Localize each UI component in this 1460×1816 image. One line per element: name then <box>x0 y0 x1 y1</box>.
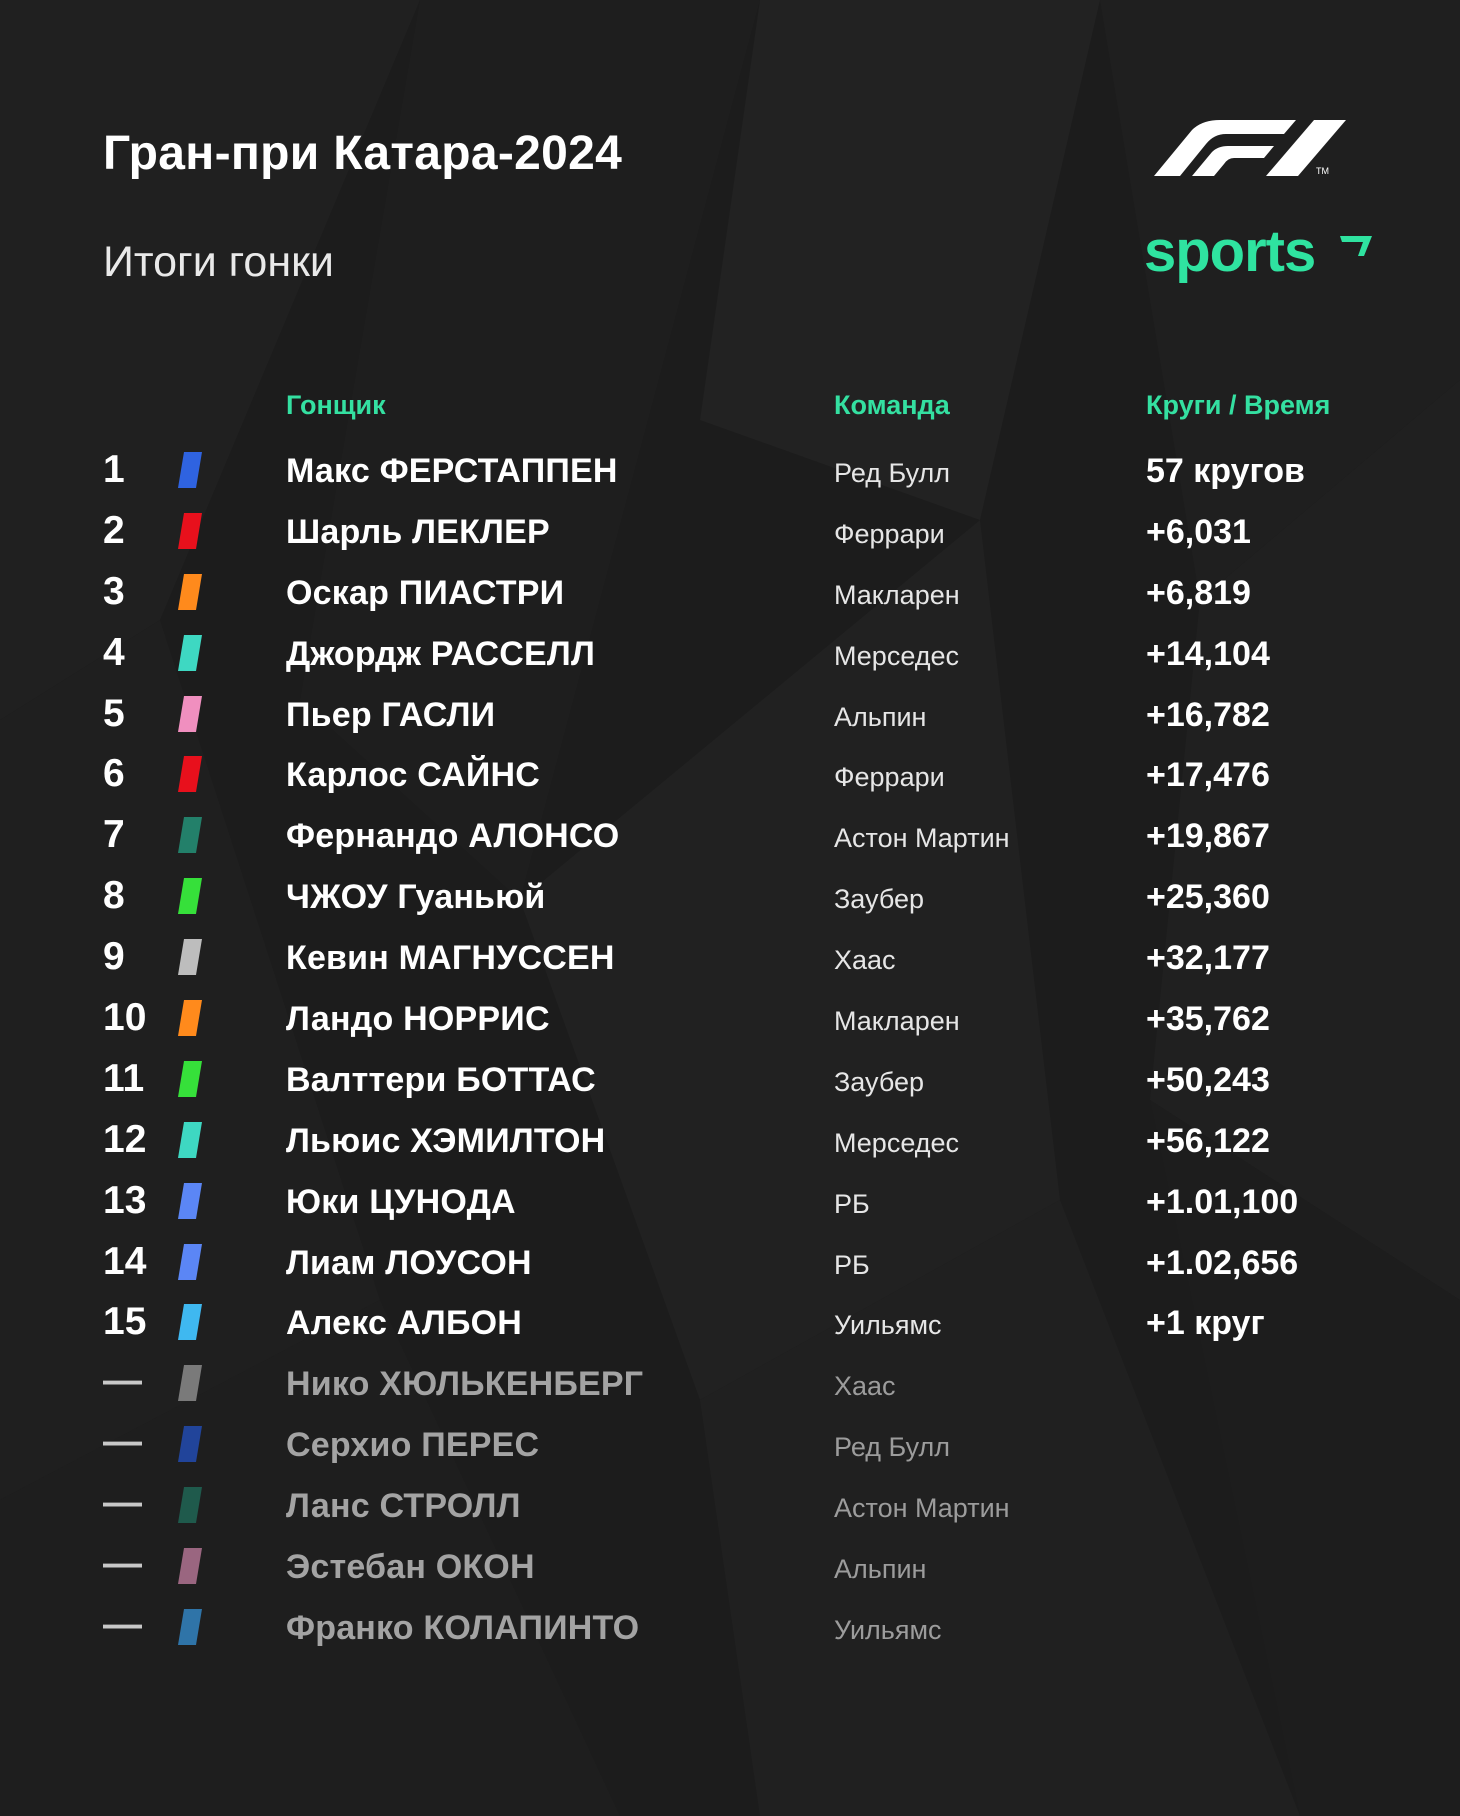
lap-time: 57 кругов <box>1146 452 1305 490</box>
position: 15 <box>103 1300 147 1344</box>
table-row <box>0 686 1460 747</box>
team-name: Хаас <box>834 945 896 976</box>
table-row <box>0 1416 1460 1477</box>
table-row <box>0 1234 1460 1295</box>
position: — <box>103 1420 142 1464</box>
position: — <box>103 1481 142 1525</box>
team-color-tag-icon <box>178 1304 202 1340</box>
position: 2 <box>103 508 125 552</box>
lap-time: +16,782 <box>1146 695 1270 734</box>
position: 10 <box>103 996 147 1040</box>
position: 11 <box>103 1056 145 1100</box>
team-color-tag-icon <box>178 1548 202 1584</box>
table-row <box>0 503 1460 564</box>
driver-name: Эстебан ОКОН <box>286 1548 535 1587</box>
lap-time: +35,762 <box>1146 1000 1270 1039</box>
team-name: Альпин <box>834 1554 927 1585</box>
lap-time: +1.01,100 <box>1146 1182 1299 1221</box>
table-row <box>0 1355 1460 1416</box>
team-color-tag-icon <box>178 1426 202 1462</box>
sports-logo: sports <box>1144 219 1316 284</box>
lap-time: +6,819 <box>1146 573 1251 612</box>
lap-time: +6,031 <box>1146 512 1251 551</box>
column-header-time: Круги / Время <box>1146 390 1331 420</box>
team-color-tag-icon <box>178 696 202 732</box>
f1-logo-icon <box>1146 118 1356 176</box>
driver-name: Валттери БОТТАС <box>286 1060 596 1099</box>
lap-time: +50,243 <box>1146 1060 1270 1099</box>
team-name: Макларен <box>834 579 960 610</box>
column-header-driver: Гонщик <box>286 390 386 420</box>
position: 13 <box>103 1178 147 1222</box>
table-row <box>0 746 1460 807</box>
driver-name: Джордж РАССЕЛЛ <box>286 634 595 673</box>
table-row <box>0 929 1460 990</box>
lap-time: +19,867 <box>1146 817 1270 856</box>
table-row <box>0 1294 1460 1355</box>
driver-name: Нико ХЮЛЬКЕНБЕРГ <box>286 1365 644 1404</box>
team-color-tag-icon <box>178 1183 202 1219</box>
driver-name: Лиам ЛОУСОН <box>286 1243 532 1282</box>
team-name: Заубер <box>834 884 925 915</box>
team-color-tag-icon <box>178 1244 202 1280</box>
team-color-tag-icon <box>178 1609 202 1645</box>
driver-name: Карлос САЙНС <box>286 756 541 795</box>
table-row <box>0 807 1460 868</box>
lap-time: +1 круг <box>1146 1304 1265 1343</box>
table-row <box>0 1477 1460 1538</box>
team-name: Ред Булл <box>834 458 951 488</box>
team-color-tag-icon <box>178 756 202 792</box>
driver-name: Шарль ЛЕКЛЕР <box>286 512 550 551</box>
position: 7 <box>103 813 125 857</box>
team-color-tag-icon <box>178 1122 202 1158</box>
team-name: Ред Булл <box>834 1432 951 1463</box>
driver-name: Ландо НОРРИС <box>286 1000 550 1039</box>
team-color-tag-icon <box>178 1061 202 1097</box>
svg-text:TM: TM <box>1316 166 1329 176</box>
position: 14 <box>103 1239 147 1283</box>
position: 12 <box>103 1117 147 1161</box>
team-name: Феррари <box>834 762 945 793</box>
position: — <box>103 1602 142 1646</box>
table-row <box>0 990 1460 1051</box>
team-color-tag-icon <box>178 513 202 549</box>
team-name: Феррари <box>834 518 945 549</box>
driver-name: Юки ЦУНОДА <box>286 1182 516 1221</box>
driver-name: Макс ФЕРСТАППЕН <box>286 452 618 490</box>
driver-name: Фернандо АЛОНСО <box>286 817 620 856</box>
lap-time: +14,104 <box>1146 634 1270 673</box>
team-name: Альпин <box>834 701 927 732</box>
driver-name: Кевин МАГНУССЕН <box>286 939 615 978</box>
team-color-tag-icon <box>178 635 202 671</box>
team-color-tag-icon <box>178 817 202 853</box>
position: — <box>103 1359 142 1403</box>
team-name: Макларен <box>834 1006 960 1037</box>
table-row <box>0 442 1460 503</box>
team-name: Уильямс <box>834 1310 942 1341</box>
table-row <box>0 1538 1460 1599</box>
position: 8 <box>103 874 125 918</box>
position: 1 <box>103 448 125 491</box>
lap-time: +32,177 <box>1146 939 1270 978</box>
table-row <box>0 1599 1460 1660</box>
lap-time: +56,122 <box>1146 1121 1270 1160</box>
position: 3 <box>103 569 125 613</box>
team-name: РБ <box>834 1188 870 1219</box>
position: 6 <box>103 752 125 796</box>
driver-name: Льюис ХЭМИЛТОН <box>286 1121 606 1160</box>
team-color-tag-icon <box>178 939 202 975</box>
team-name: Заубер <box>834 1066 925 1097</box>
table-row <box>0 564 1460 625</box>
position: 4 <box>103 630 125 674</box>
team-color-tag-icon <box>178 1487 202 1523</box>
driver-name: Оскар ПИАСТРИ <box>286 573 565 612</box>
team-name: Мерседес <box>834 1127 960 1158</box>
driver-name: ЧЖОУ Гуаньюй <box>286 878 546 917</box>
team-name: Астон Мартин <box>834 823 1010 854</box>
table-row <box>0 868 1460 929</box>
table-row <box>0 1051 1460 1112</box>
team-name: Уильямс <box>834 1614 942 1645</box>
team-color-tag-icon <box>178 1365 202 1401</box>
position: — <box>103 1542 142 1586</box>
driver-name: Ланс СТРОЛЛ <box>286 1487 521 1526</box>
table-row <box>0 1173 1460 1234</box>
lap-time: +17,476 <box>1146 756 1270 795</box>
team-color-tag-icon <box>178 574 202 610</box>
position: 5 <box>103 691 125 735</box>
team-name: РБ <box>834 1249 870 1280</box>
page-title: Гран-при Катара-2024 <box>103 127 623 180</box>
driver-name: Франко КОЛАПИНТО <box>286 1608 640 1647</box>
lap-time: +25,360 <box>1146 878 1270 917</box>
position: 9 <box>103 935 125 979</box>
driver-name: Алекс АЛБОН <box>286 1304 522 1343</box>
driver-name: Серхио ПЕРЕС <box>286 1426 540 1465</box>
team-name: Мерседес <box>834 640 960 671</box>
table-row <box>0 625 1460 686</box>
lap-time: +1.02,656 <box>1146 1243 1299 1282</box>
page-subtitle: Итоги гонки <box>103 238 334 286</box>
team-name: Астон Мартин <box>834 1493 1010 1524</box>
driver-name: Пьер ГАСЛИ <box>286 695 496 734</box>
team-color-tag-icon <box>178 1000 202 1036</box>
results-table <box>0 442 1460 1660</box>
team-color-tag-icon <box>178 452 202 488</box>
table-row <box>0 1112 1460 1173</box>
sports-mark-icon <box>1338 234 1374 258</box>
column-header-team: Команда <box>834 390 950 420</box>
team-color-tag-icon <box>178 878 202 914</box>
team-name: Хаас <box>834 1371 896 1402</box>
